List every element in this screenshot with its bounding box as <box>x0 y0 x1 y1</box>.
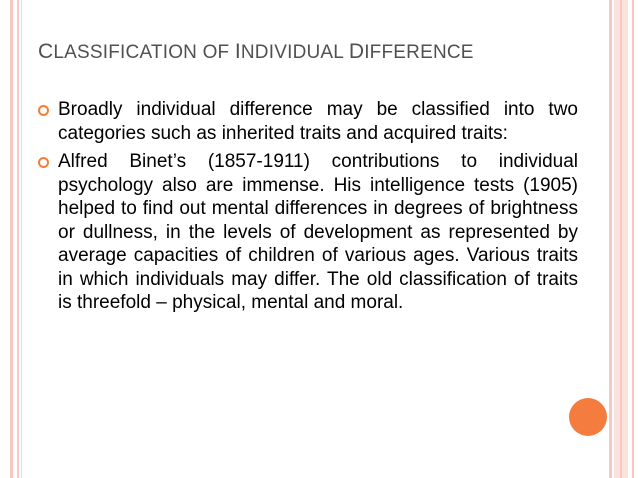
title-rest: NDIVIDUAL <box>240 42 349 63</box>
title-initial: C <box>38 40 54 63</box>
hollow-circle-bullet-icon <box>38 157 49 168</box>
title-rest: LASSIFICATION OF <box>53 42 235 63</box>
title-word <box>349 42 474 63</box>
title-word <box>38 42 235 63</box>
left-decorative-stripe <box>17 0 19 478</box>
hollow-circle-bullet-icon <box>38 105 49 116</box>
slide-title <box>38 40 474 64</box>
bullet-item <box>38 98 578 145</box>
bullet-text: Alfred Binet’s (1857-1911) contributions to individual psychology also are immense. His intelligence tests (1905) helped to find out mental differences in degrees of brightness or dullness, in the levels of development as represented by average capacities of children of various ages. Various traits in which individuals may differ. The old classification of traits is threefold – physical, mental and moral. <box>58 151 578 313</box>
left-decorative-stripe <box>10 0 13 478</box>
title-rest: IFFERENCE <box>364 42 474 63</box>
bullet-text: Broadly individual difference may be classified into two categories such as inherited traits and acquired traits: <box>58 99 578 144</box>
right-decorative-stripe <box>620 0 622 478</box>
right-decorative-stripe <box>609 0 612 478</box>
title-initial: I <box>234 40 241 63</box>
bullet-list <box>38 98 578 315</box>
left-decorative-stripe <box>21 0 22 478</box>
right-decorative-stripe <box>632 0 634 478</box>
orange-circle-decoration <box>569 398 607 436</box>
bullet-item <box>38 150 578 315</box>
title-word <box>235 42 349 63</box>
title-initial: D <box>348 40 365 63</box>
